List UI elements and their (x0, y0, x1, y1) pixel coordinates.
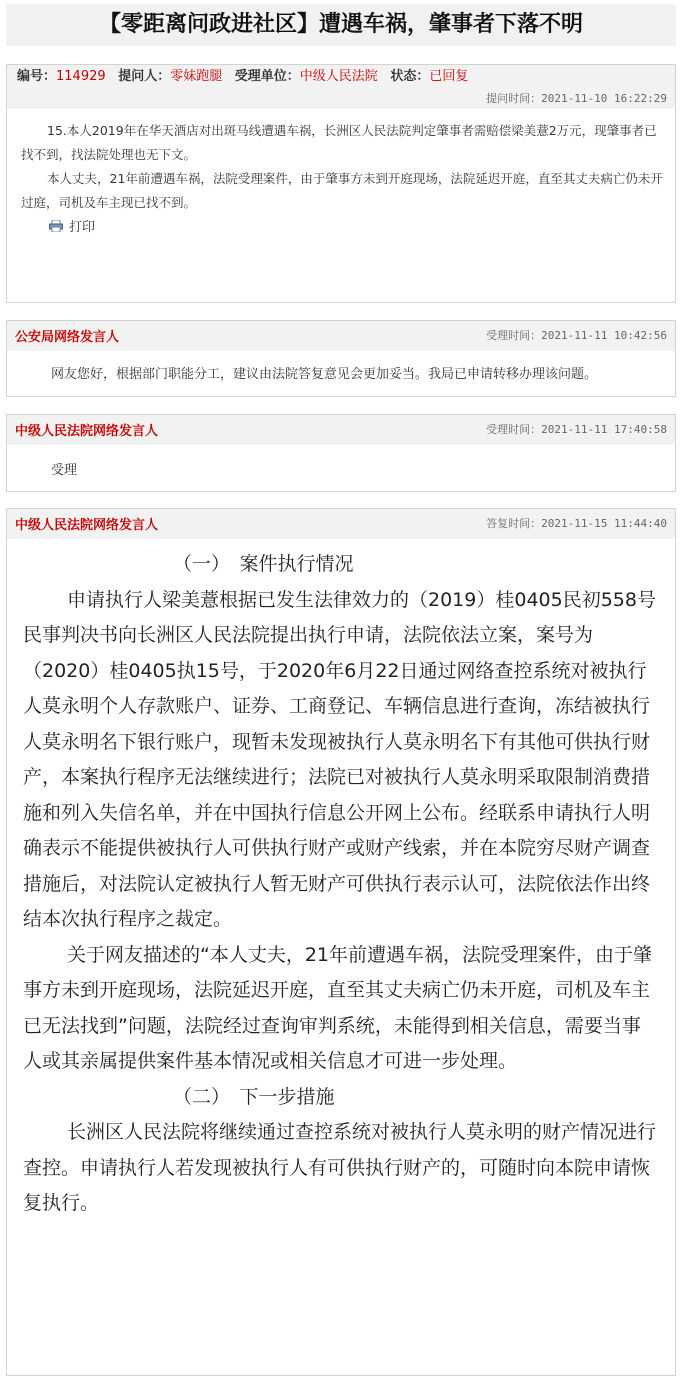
question-time-value: 2021-11-10 16:22:29 (541, 92, 667, 105)
question-body (7, 109, 675, 215)
asker-name: 零妹跑腿 (170, 69, 223, 84)
id-label: 编号： (17, 69, 57, 84)
unit-name: 中级人民法院 (299, 69, 378, 84)
reply-header (7, 321, 675, 351)
question-paragraph: 本人丈夫，21年前遭遇车祸，法院受理案件，由于肇事方未到开庭现场，法院延迟开庭，直至其丈夫病亡仍未开过庭，司机及车主现已找不到。 (21, 171, 663, 210)
print-button[interactable] (49, 216, 95, 235)
question-paragraph: 15.本人2019年在华天酒店对出斑马线遭遇车祸，长洲区人民法院判定肇事者需赔偿梁美薏2万元，现肇事者已找不到，找法院处理也无下文。 (21, 123, 657, 162)
reply-time-label: 答复时间： (486, 517, 542, 530)
unit-label: 受理单位： (234, 69, 300, 84)
status-badge: 已回复 (429, 69, 469, 84)
question-meta (7, 65, 675, 89)
answer-body (7, 539, 675, 1222)
reply-time-value: 2021-11-11 10:42:56 (541, 329, 667, 342)
printer-icon (49, 220, 63, 232)
page-title: 【零距离问政进社区】遭遇车祸，肇事者下落不明 (98, 12, 583, 37)
reply-author: 中级人民法院网络发言人 (15, 518, 159, 533)
question-time-label: 提问时间： (486, 92, 542, 105)
question-id: 114929 (56, 69, 106, 84)
print-label: 打印 (69, 220, 96, 235)
reply-text: 受理 (51, 463, 78, 478)
reply-panel-police (6, 320, 676, 397)
reply-time (486, 415, 667, 445)
question-header (7, 65, 675, 109)
reply-time (486, 509, 667, 539)
reply-panel-court-answer (6, 508, 676, 1376)
reply-header (7, 415, 675, 445)
status-label: 状态： (390, 69, 430, 84)
reply-time-value: 2021-11-15 11:44:40 (541, 517, 667, 530)
asker-label: 提问人： (118, 69, 171, 84)
title-bar (6, 4, 676, 46)
question-time (7, 89, 675, 109)
reply-time-value: 2021-11-11 17:40:58 (541, 423, 667, 436)
section-heading: （一） 案件执行情况 (173, 553, 354, 575)
answer-paragraph: 关于网友描述的“本人丈夫，21年前遭遇车祸，法院受理案件，由于肇事方未到开庭现场，法院延迟开庭，直至其丈夫病亡仍未开庭，司机及车主已无法找到”问题，法院经过查询审判系统，未能得到相关信息，需要当事人或其亲属提供案件基本情况或相关信息才可进一步处理。 (23, 943, 653, 1072)
section-heading: （二） 下一步措施 (173, 1085, 335, 1108)
reply-time (486, 321, 667, 351)
reply-author: 公安局网络发言人 (15, 330, 120, 345)
answer-paragraph: 长洲区人民法院将继续通过查控系统对被执行人莫永明的财产情况进行查控。申请执行人若发现被执行人有可供执行财产的，可随时向本院申请恢复执行。 (23, 1121, 657, 1214)
reply-time-label: 受理时间： (486, 329, 542, 342)
reply-text: 网友您好，根据部门职能分工，建议由法院答复意见会更加妥当。我局已申请转移办理该问题。 (51, 367, 598, 382)
answer-paragraph: 申请执行人梁美薏根据已发生法律效力的（2019）桂0405民初558号民事判决书向长洲区人民法院提出执行申请，法院依法立案，案号为（2020）桂0405执15号，于2020年6月22日通过网络查控系统对被执行人莫永明个人存款账户、证券、工商登记、车辆信息进行查询，冻结被执行人莫永明名下银行账户，现暂未发现被执行人莫永明名下有其他可供执行财产，本案执行程序无法继续进行；法院已对被执行人莫永明采取限制消费措施和列入失信名单，并在中国执行信息公开网上公布。经联系申请执行人明确表示不能提供被执行人可供执行财产或财产线索，并在本院穷尽财产调查措施后，对法院认定被执行人暂无财产可供执行表示认可，法院依法作出终结本次执行程序之裁定。 (23, 588, 656, 930)
reply-panel-court-accept (6, 414, 676, 492)
reply-author: 中级人民法院网络发言人 (15, 424, 159, 439)
reply-header (7, 509, 675, 539)
reply-time-label: 受理时间： (486, 423, 542, 436)
question-panel (6, 64, 676, 303)
